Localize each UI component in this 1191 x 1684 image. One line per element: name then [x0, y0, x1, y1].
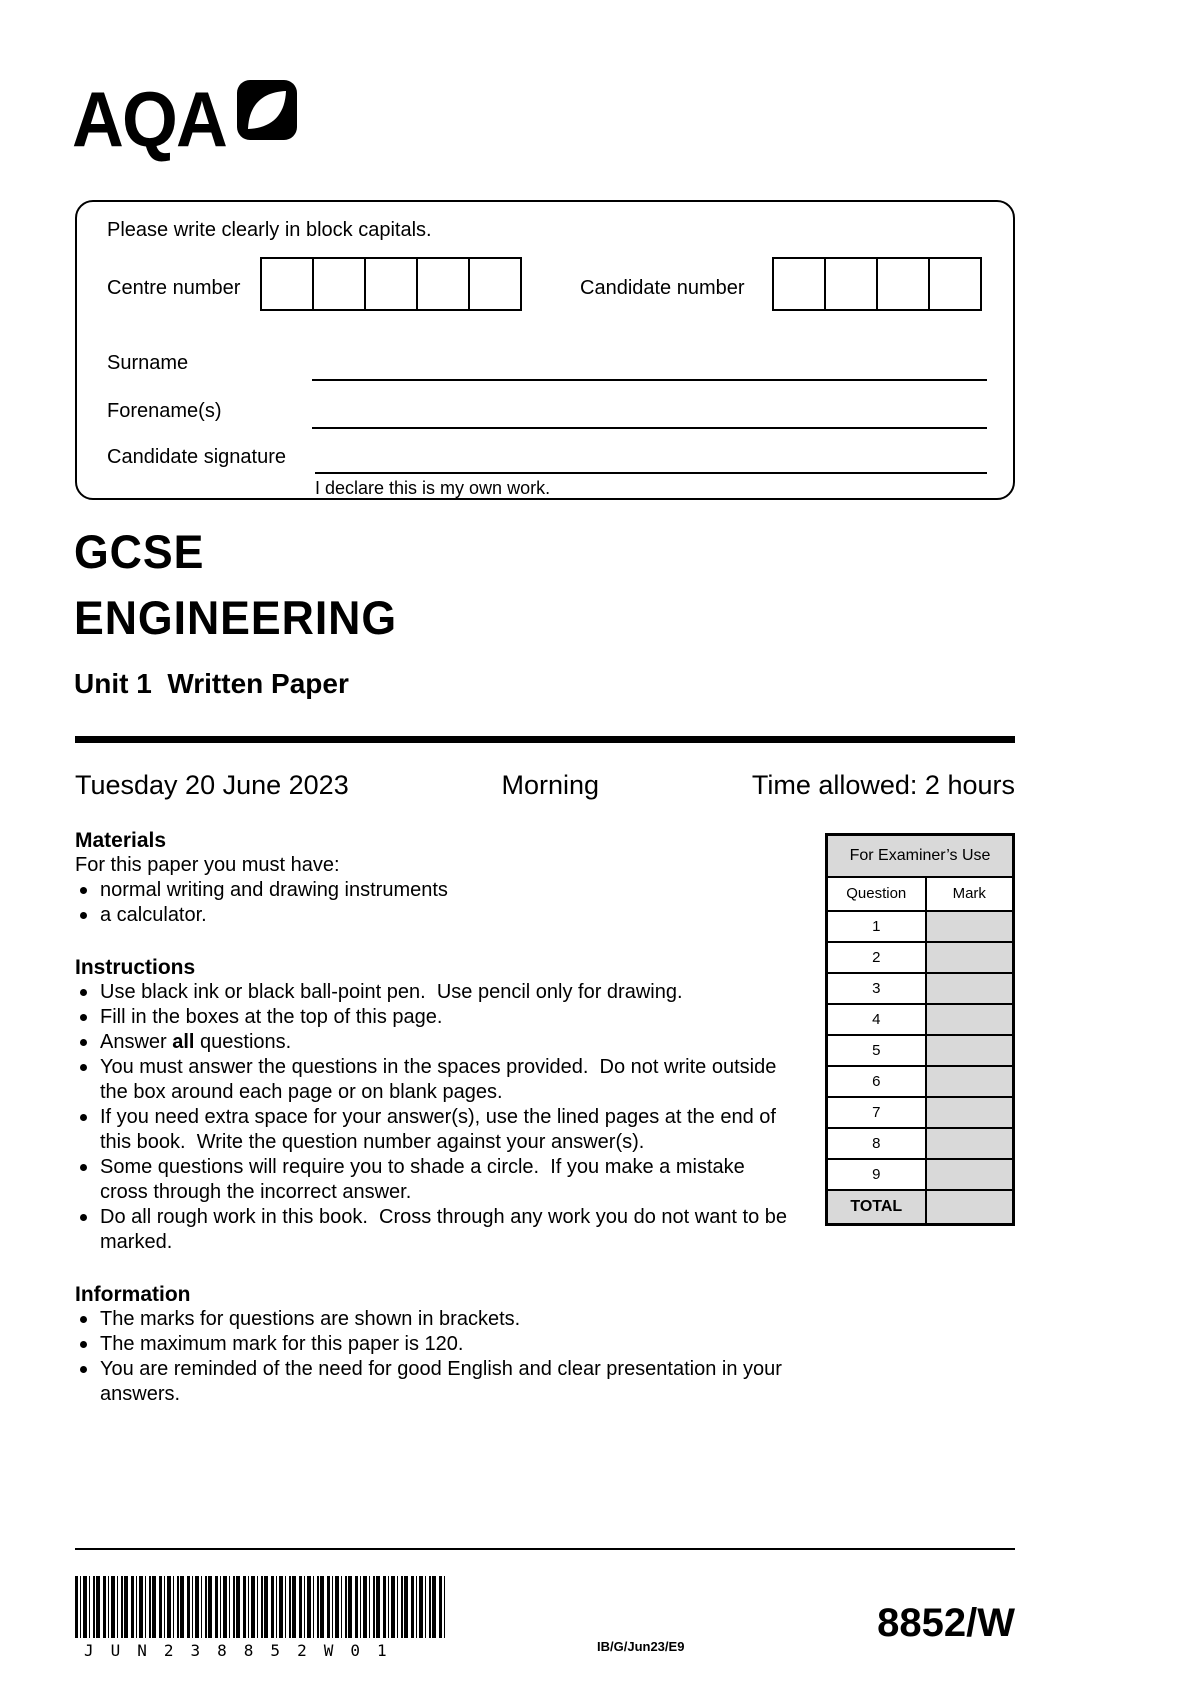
question-number-cell: 6	[827, 1066, 926, 1097]
mark-cell	[926, 1035, 1014, 1066]
question-number-cell: 4	[827, 1004, 926, 1035]
question-number-cell: 1	[827, 911, 926, 942]
instructions-heading: Instructions	[75, 956, 196, 979]
question-number-cell: 8	[827, 1128, 926, 1159]
examiner-use-table	[825, 833, 1015, 1226]
examiner-table-title: For Examiner’s Use	[827, 835, 1014, 877]
candidate-number-label: Candidate number	[580, 277, 745, 299]
question-number-cell: 3	[827, 973, 926, 1004]
materials-item: normal writing and drawing instruments	[75, 878, 797, 903]
candidate-number-cell	[876, 257, 930, 311]
session-row	[75, 770, 1015, 801]
instruction-text: questions.	[194, 1031, 292, 1053]
centre-number-cell	[364, 257, 418, 311]
question-number-cell: 7	[827, 1097, 926, 1128]
centre-number-cells	[260, 257, 522, 311]
instruction-text-bold: all	[172, 1031, 195, 1053]
total-label-cell: TOTAL	[827, 1190, 926, 1225]
materials-heading: Materials	[75, 829, 167, 852]
materials-list	[75, 878, 797, 928]
qualification-title: GCSE	[74, 525, 205, 578]
question-number-cell: 5	[827, 1035, 926, 1066]
instruction-text: Answer	[100, 1031, 173, 1053]
question-number-cell: 9	[827, 1159, 926, 1190]
barcode-text: JUN238852W01	[84, 1641, 404, 1660]
instruction-item: You must answer the questions in the spaces provided. Do not write outside the box around each page or on blank pages.	[75, 1055, 797, 1105]
mark-cell	[926, 1097, 1014, 1128]
section-gap	[75, 928, 797, 955]
forenames-line	[312, 427, 987, 429]
signature-line	[315, 472, 987, 474]
candidate-number-cell	[928, 257, 982, 311]
information-list	[75, 1307, 797, 1407]
information-item: You are reminded of the need for good English and clear presentation in your answers.	[75, 1357, 797, 1407]
instruction-item: Fill in the boxes at the top of this page.	[75, 1005, 797, 1030]
candidate-number-cell	[772, 257, 826, 311]
candidate-details-box	[75, 200, 1015, 500]
candidate-number-cells	[772, 257, 982, 311]
subject-title: ENGINEERING	[74, 591, 398, 644]
centre-number-cell	[468, 257, 522, 311]
mark-cell	[926, 1066, 1014, 1097]
barcode	[75, 1576, 447, 1638]
mark-cell	[926, 973, 1014, 1004]
mark-cell	[926, 1159, 1014, 1190]
instructions-list	[75, 980, 797, 1255]
mark-column-header: Mark	[926, 877, 1014, 911]
title-divider-rule	[75, 736, 1015, 743]
information-item: The maximum mark for this paper is 120.	[75, 1332, 797, 1357]
exam-date: Tuesday 20 June 2023	[75, 770, 349, 800]
instruction-item: Use black ink or black ball-point pen. Use pencil only for drawing.	[75, 980, 797, 1005]
block-capitals-instruction: Please write clearly in block capitals.	[107, 219, 432, 241]
unit-title: Unit 1 Written Paper	[74, 668, 349, 699]
centre-number-label: Centre number	[107, 277, 241, 299]
instruction-item	[75, 1030, 797, 1055]
paper-code: 8852/W	[877, 1601, 1015, 1645]
information-item: The marks for questions are shown in brackets.	[75, 1307, 797, 1332]
surname-line	[312, 379, 987, 381]
leaf-icon	[235, 78, 299, 142]
instruction-item: Do all rough work in this book. Cross through any work you do not want to be marked.	[75, 1205, 797, 1255]
doc-ref-code: IB/G/Jun23/E9	[597, 1639, 685, 1654]
front-page-rubric	[75, 828, 797, 1407]
centre-number-cell	[312, 257, 366, 311]
candidate-number-cell	[824, 257, 878, 311]
centre-number-cell	[416, 257, 470, 311]
signature-label: Candidate signature	[107, 446, 287, 468]
mark-cell	[926, 1004, 1014, 1035]
centre-number-cell	[260, 257, 314, 311]
question-number-cell: 2	[827, 942, 926, 973]
mark-cell	[926, 911, 1014, 942]
instruction-item: Some questions will require you to shade a circle. If you make a mistake cross through the incorrect answer.	[75, 1155, 797, 1205]
question-column-header: Question	[827, 877, 926, 911]
surname-label: Surname	[107, 352, 189, 374]
information-heading: Information	[75, 1283, 191, 1306]
aqa-logo	[72, 75, 299, 163]
materials-item: a calculator.	[75, 903, 797, 928]
materials-intro: For this paper you must have:	[75, 854, 340, 876]
exam-session: Morning	[501, 770, 600, 800]
mark-cell	[926, 1128, 1014, 1159]
section-gap	[75, 1255, 797, 1282]
forenames-label: Forename(s)	[107, 400, 222, 422]
time-allowed: Time allowed: 2 hours	[751, 770, 1015, 800]
declaration-text: I declare this is my own work.	[315, 478, 551, 498]
mark-cell	[926, 942, 1014, 973]
footer-divider-rule	[75, 1548, 1015, 1550]
aqa-logo-text: AQA	[72, 75, 226, 163]
total-mark-cell	[926, 1190, 1014, 1225]
instruction-item: If you need extra space for your answer(s), use the lined pages at the end of this book. Write the question number against your answer(s).	[75, 1105, 797, 1155]
